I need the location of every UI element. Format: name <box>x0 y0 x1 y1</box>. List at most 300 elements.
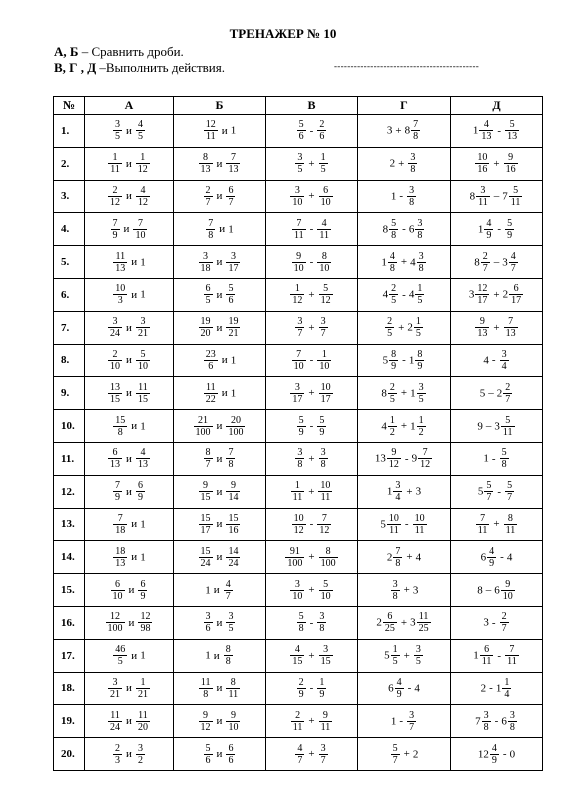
denominator: 6 <box>228 295 234 307</box>
fraction <box>204 382 218 405</box>
table-row <box>54 738 543 771</box>
operator: и <box>131 551 138 564</box>
fraction <box>508 710 517 733</box>
operator: и <box>216 321 223 334</box>
denominator: 17 <box>477 295 488 307</box>
denominator: 13 <box>137 459 148 471</box>
fraction <box>504 513 518 536</box>
numerator: 4 <box>225 578 231 590</box>
numerator: 6 <box>228 742 234 754</box>
fraction <box>204 743 213 766</box>
numerator: 7 <box>133 218 147 230</box>
fraction <box>204 283 213 306</box>
row-number: 16. <box>54 606 85 639</box>
fraction <box>319 185 333 208</box>
exercise-cell-b <box>174 672 266 705</box>
fraction <box>501 579 515 602</box>
numerator: 3 <box>409 184 415 196</box>
row-number: 13. <box>54 508 85 541</box>
numerator: 9 <box>199 480 213 492</box>
fraction <box>387 513 401 536</box>
denominator: 5 <box>418 393 424 405</box>
numerator: 8 <box>391 348 397 360</box>
operator: и <box>216 485 223 498</box>
operator: + <box>400 616 408 629</box>
exercise-cell-v <box>266 574 358 607</box>
whole-number: 1 <box>205 649 211 662</box>
denominator: 8 <box>203 688 209 700</box>
exercise-cell-g <box>358 442 451 475</box>
fraction <box>226 152 240 175</box>
numerator: 5 <box>298 414 304 426</box>
fraction <box>295 316 304 339</box>
whole-number: 3 <box>502 256 508 269</box>
exercise-cell-b <box>174 180 266 213</box>
whole-number: 1 <box>473 649 479 662</box>
fraction <box>136 316 150 339</box>
fraction <box>136 710 150 733</box>
denominator: 4 <box>501 360 507 372</box>
operator: и <box>131 288 138 301</box>
whole-number: 1 <box>230 354 237 367</box>
operator: - <box>502 748 507 761</box>
denominator: 9 <box>298 426 304 438</box>
numerator: 3 <box>415 644 421 656</box>
operator: - <box>402 288 406 301</box>
whole-number: 4 <box>415 551 422 564</box>
denominator: 4 <box>395 492 401 504</box>
table-row <box>54 574 543 607</box>
denominator: 5 <box>320 164 326 176</box>
numerator: 9 <box>501 579 515 591</box>
exercise-cell-v <box>266 442 358 475</box>
numerator: 6 <box>509 283 523 295</box>
denominator: 11 <box>478 196 488 208</box>
denominator: 10 <box>135 229 146 241</box>
fraction <box>111 579 125 602</box>
denominator: 6 <box>205 623 211 635</box>
fraction <box>194 415 213 438</box>
fraction <box>317 513 331 536</box>
denominator: 7 <box>205 196 211 208</box>
exercise-cell-a <box>85 541 174 574</box>
whole-number: 1 <box>390 190 397 203</box>
denominator: 8 <box>297 459 303 471</box>
fraction <box>317 349 331 372</box>
denominator: 13 <box>477 328 488 340</box>
whole-number: 4 <box>381 420 387 433</box>
exercise-cell-g <box>358 475 451 508</box>
denominator: 8 <box>409 196 415 208</box>
fraction <box>113 513 127 536</box>
numerator: 1 <box>392 644 398 656</box>
fraction <box>136 447 150 470</box>
instruction-ab-columns: А, Б <box>54 44 79 59</box>
numerator: 3 <box>297 316 303 328</box>
denominator: 7 <box>225 590 231 602</box>
denominator: 9 <box>507 229 513 241</box>
numerator: 12 <box>106 611 125 623</box>
worksheet-title: ТРЕНАЖЕР № 10 <box>229 26 337 41</box>
numerator: 3 <box>320 447 326 459</box>
fraction <box>388 251 397 274</box>
fraction <box>199 152 213 175</box>
exercise-cell-a <box>85 672 174 705</box>
exercise-cell-v <box>266 639 358 672</box>
fraction <box>389 283 398 306</box>
numerator: 15 <box>200 545 211 557</box>
operator: - <box>399 715 404 728</box>
operator: и <box>123 223 130 236</box>
denominator: 5 <box>389 393 395 405</box>
table-row <box>54 541 543 574</box>
operator: - <box>399 190 404 203</box>
fraction <box>407 710 416 733</box>
fraction <box>383 611 397 634</box>
numerator: 5 <box>319 579 333 591</box>
operator: - <box>497 649 502 662</box>
fraction <box>388 415 397 438</box>
denominator: 5 <box>117 656 123 668</box>
numerator: 4 <box>479 119 493 131</box>
exercise-cell-d <box>451 738 543 771</box>
whole-number: 4 <box>408 288 415 301</box>
fraction <box>504 316 518 339</box>
fraction <box>395 677 404 700</box>
fraction <box>389 218 398 241</box>
operator: и <box>216 748 223 761</box>
denominator: 15 <box>110 393 121 405</box>
operator: - <box>497 124 502 137</box>
fraction <box>319 546 338 569</box>
operator: и <box>126 452 132 465</box>
numerator: 9 <box>226 710 240 722</box>
denominator: 21 <box>110 688 121 700</box>
numerator: 5 <box>507 217 513 229</box>
fraction <box>108 447 122 470</box>
exercise-cell-d <box>451 147 543 180</box>
numerator: 2 <box>298 676 304 688</box>
denominator: 8 <box>413 131 419 143</box>
denominator: 7 <box>320 328 326 340</box>
fraction <box>226 611 235 634</box>
fraction <box>480 644 494 667</box>
denominator: 9 <box>417 360 423 372</box>
denominator: 11 <box>292 721 303 733</box>
whole-number: 3 <box>483 616 489 629</box>
numerator: 5 <box>392 742 398 754</box>
numerator: 5 <box>501 415 515 427</box>
numerator: 7 <box>208 217 214 229</box>
denominator: 11 <box>502 426 513 438</box>
whole-number: 2 <box>502 288 509 301</box>
numerator: 11 <box>200 676 211 688</box>
operator: - <box>309 518 314 531</box>
numerator: 1 <box>291 480 305 492</box>
whole-number: 1 <box>230 387 237 400</box>
whole-number: 2 <box>386 551 393 564</box>
operator: и <box>125 157 132 170</box>
exercise-cell-d <box>451 410 543 443</box>
operator: и <box>213 584 220 597</box>
denominator: 8 <box>501 459 507 471</box>
denominator: 2 <box>418 426 424 438</box>
exercise-cell-b <box>174 311 266 344</box>
exercise-cell-v <box>266 147 358 180</box>
exercise-cell-d <box>451 213 543 246</box>
fraction <box>391 579 400 602</box>
fraction <box>505 218 514 241</box>
numerator: 6 <box>137 480 143 492</box>
denominator: 7 <box>392 754 398 766</box>
fraction <box>113 546 127 569</box>
operator: + <box>308 288 315 301</box>
whole-number: 1 <box>140 649 146 662</box>
exercise-cell-d <box>451 246 543 279</box>
numerator: 1 <box>108 152 122 164</box>
whole-number: 3 <box>415 485 422 498</box>
numerator: 3 <box>392 578 398 590</box>
fraction <box>292 513 306 536</box>
operator: + <box>398 321 405 334</box>
denominator: 7 <box>482 262 488 274</box>
operator: – <box>485 420 492 433</box>
operator: + <box>406 551 413 564</box>
fraction <box>292 349 306 372</box>
denominator: 5 <box>297 164 303 176</box>
exercise-cell-g <box>358 213 451 246</box>
denominator: 11 <box>320 721 331 733</box>
operator: - <box>497 223 502 236</box>
exercise-cell-b <box>174 541 266 574</box>
numerator: 3 <box>501 348 507 360</box>
fraction <box>226 743 235 766</box>
numerator: 11 <box>108 710 122 722</box>
numerator: 5 <box>507 480 513 492</box>
fraction <box>487 546 496 569</box>
operator: + <box>308 748 315 761</box>
numerator: 91 <box>285 546 304 558</box>
denominator: 10 <box>293 262 304 274</box>
fraction <box>509 251 518 274</box>
denominator: 10 <box>293 360 304 372</box>
operator: + <box>308 551 315 564</box>
denominator: 14 <box>228 492 239 504</box>
fraction <box>500 349 509 372</box>
denominator: 12 <box>319 524 330 536</box>
fraction <box>417 611 431 634</box>
denominator: 9 <box>298 688 304 700</box>
operator: - <box>309 124 314 137</box>
exercise-cell-v <box>266 475 358 508</box>
numerator: 6 <box>205 283 211 295</box>
operator: - <box>309 256 314 269</box>
fraction <box>415 218 424 241</box>
denominator: 5 <box>391 295 397 307</box>
whole-number: 2 <box>480 682 487 695</box>
fraction <box>387 447 401 470</box>
operator: и <box>126 124 132 137</box>
denominator: 17 <box>511 295 522 307</box>
denominator: 6 <box>208 360 214 372</box>
numerator: 3 <box>108 316 122 328</box>
numerator: 7 <box>418 447 432 459</box>
fraction <box>408 152 417 175</box>
exercise-cell-b <box>174 410 266 443</box>
fraction <box>290 382 304 405</box>
fraction <box>285 546 304 569</box>
operator: - <box>404 452 409 465</box>
exercise-cell-d <box>451 541 543 574</box>
numerator: 2 <box>387 316 393 328</box>
numerator: 9 <box>504 152 518 164</box>
exercise-cell-b <box>174 147 266 180</box>
fraction <box>136 480 145 503</box>
exercise-cell-a <box>85 606 174 639</box>
numerator: 8 <box>417 348 423 360</box>
fraction <box>290 579 304 602</box>
numerator: 12 <box>477 283 488 295</box>
operator: и <box>216 420 223 433</box>
denominator: 7 <box>297 754 303 766</box>
denominator: 24 <box>200 557 211 569</box>
fraction <box>226 316 240 339</box>
numerator: 6 <box>383 611 397 623</box>
fraction <box>113 119 122 142</box>
exercise-cell-a <box>85 147 174 180</box>
operator: - <box>494 715 499 728</box>
whole-number: 1 <box>390 715 397 728</box>
numerator: 15 <box>200 512 211 524</box>
exercise-cell-a <box>85 508 174 541</box>
denominator: 15 <box>292 656 303 668</box>
operator: + <box>395 124 402 137</box>
exercise-cell-b <box>174 475 266 508</box>
exercise-cell-b <box>174 606 266 639</box>
fraction <box>226 251 240 274</box>
exercise-rows <box>54 115 543 771</box>
numerator: 2 <box>108 349 122 361</box>
operator: и <box>216 288 223 301</box>
denominator: 13 <box>110 459 121 471</box>
exercise-cell-v <box>266 606 358 639</box>
row-number: 11. <box>54 442 85 475</box>
fraction <box>500 611 509 634</box>
denominator: 12 <box>292 295 303 307</box>
operator: + <box>493 321 500 334</box>
fraction <box>108 349 122 372</box>
whole-number: 13 <box>374 452 386 465</box>
denominator: 5 <box>417 295 423 307</box>
numerator: 4 <box>491 742 497 754</box>
denominator: 6 <box>319 131 325 143</box>
table-row <box>54 147 543 180</box>
denominator: 13 <box>200 164 211 176</box>
numerator: 4 <box>317 218 331 230</box>
denominator: 13 <box>505 328 516 340</box>
denominator: 7 <box>320 754 326 766</box>
operator: - <box>309 682 314 695</box>
exercise-cell-a <box>85 475 174 508</box>
fraction <box>414 644 423 667</box>
fraction <box>136 677 150 700</box>
fraction <box>226 283 235 306</box>
exercise-cell-d <box>451 377 543 410</box>
denominator: 11 <box>389 524 399 536</box>
instruction-vgd-columns: В, Г , Д <box>54 60 97 75</box>
denominator: 9 <box>486 229 492 241</box>
denominator: 6 <box>228 754 234 766</box>
fraction <box>503 382 512 405</box>
whole-number: 5 <box>477 485 484 498</box>
fraction <box>136 152 150 175</box>
numerator: 7 <box>112 217 118 229</box>
numerator: 3 <box>290 382 304 394</box>
numerator: 3 <box>409 709 415 721</box>
fraction <box>204 349 218 372</box>
fraction <box>505 119 519 142</box>
fraction <box>505 644 519 667</box>
operator: + <box>398 157 405 170</box>
denominator: 4 <box>504 688 510 700</box>
row-number: 6. <box>54 278 85 311</box>
row-number: 15. <box>54 574 85 607</box>
row-number: 20. <box>54 738 85 771</box>
numerator: 3 <box>297 152 303 164</box>
header-col-v: В <box>266 97 358 115</box>
denominator: 2 <box>137 754 143 766</box>
fraction <box>415 349 424 372</box>
exercise-cell-v <box>266 377 358 410</box>
operator: и <box>216 682 223 695</box>
denominator: 18 <box>115 524 126 536</box>
operator: - <box>500 551 504 564</box>
numerator: 7 <box>228 447 234 459</box>
fraction <box>509 185 523 208</box>
fraction <box>226 480 240 503</box>
operator: - <box>309 223 314 236</box>
denominator: 8 <box>391 229 397 241</box>
whole-number: 7 <box>502 190 508 203</box>
denominator: 10 <box>320 590 331 602</box>
operator: и <box>131 256 138 269</box>
numerator: 8 <box>225 644 231 656</box>
fraction <box>417 415 426 438</box>
fraction <box>475 316 489 339</box>
fraction <box>133 218 147 241</box>
numerator: 19 <box>200 316 211 328</box>
denominator: 100 <box>228 426 244 438</box>
fraction <box>291 480 305 503</box>
denominator: 10 <box>110 360 121 372</box>
row-number: 7. <box>54 311 85 344</box>
exercise-cell-g <box>358 246 451 279</box>
operator: и <box>213 649 220 662</box>
denominator: 17 <box>200 524 211 536</box>
denominator: 12 <box>388 459 399 471</box>
whole-number: 1 <box>381 256 387 269</box>
numerator: 11 <box>204 382 218 394</box>
exercise-cell-g <box>358 541 451 574</box>
exercise-cell-d <box>451 115 543 148</box>
whole-number: 9 <box>477 420 483 433</box>
fraction <box>226 546 240 569</box>
denominator: 10 <box>292 590 303 602</box>
table-row <box>54 508 543 541</box>
numerator: 2 <box>391 283 397 295</box>
exercise-cell-a <box>85 442 174 475</box>
instruction-vgd-text: –Выполнить действия. <box>96 60 225 75</box>
